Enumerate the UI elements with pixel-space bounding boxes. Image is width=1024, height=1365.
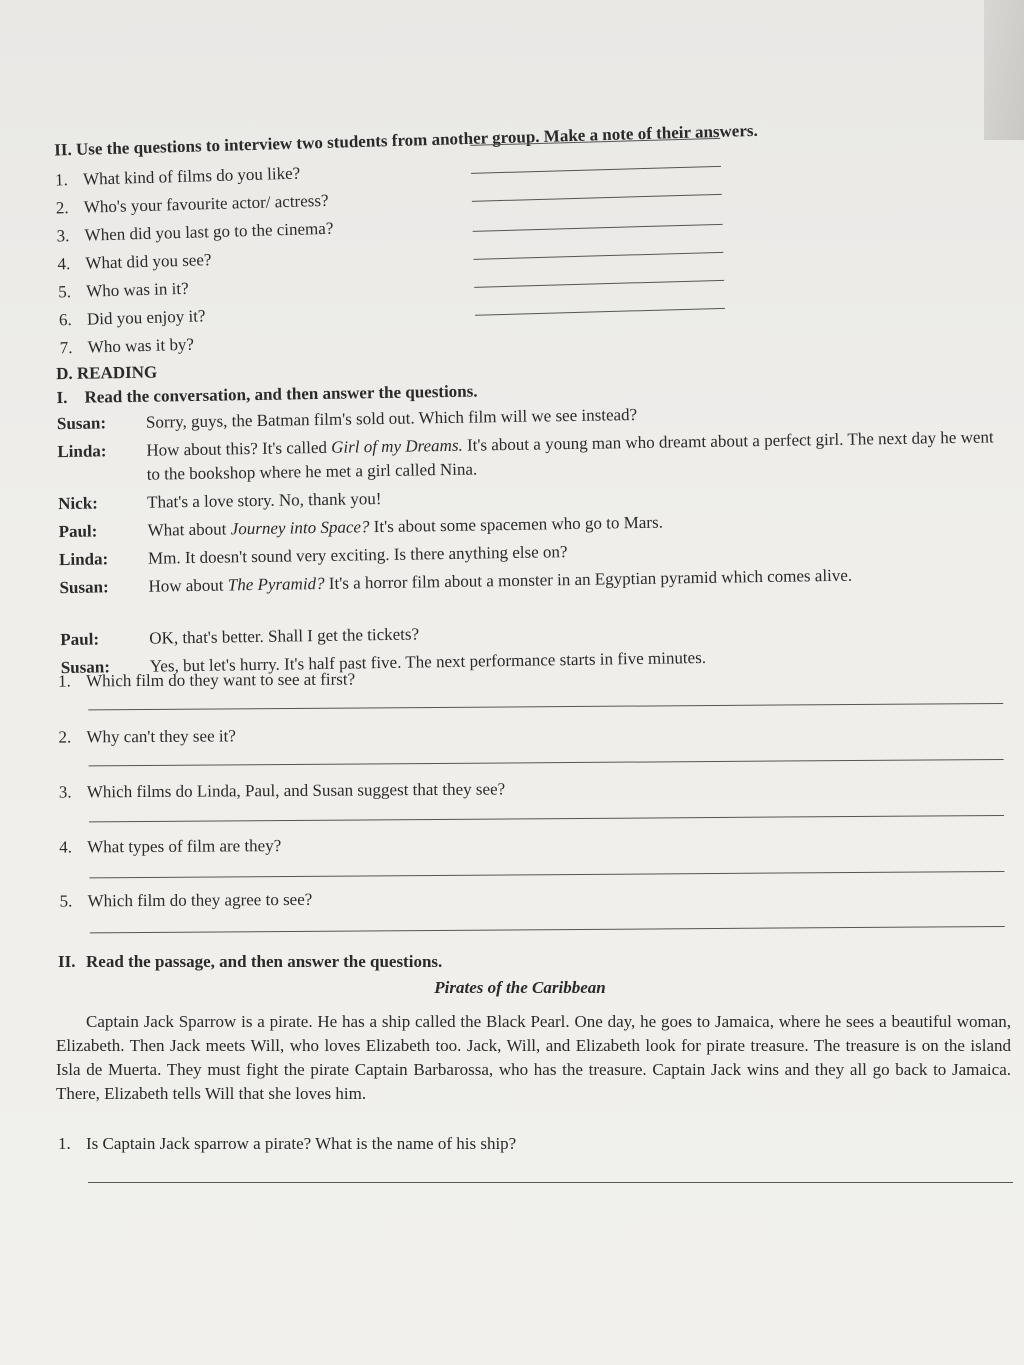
part2-heading: II. Read the passage, and then answer the questions. [58, 952, 443, 971]
speaker-label: Paul: [60, 629, 100, 650]
interview-question: 2. Who's your favourite actor/ actress? [55, 190, 329, 218]
reading-title: D. READING [55, 362, 158, 384]
interview-question: 4. What did you see? [57, 250, 212, 274]
answer-line[interactable] [89, 871, 1004, 878]
answer-blank[interactable] [472, 194, 722, 202]
speaker-label: Linda: [57, 441, 107, 462]
answer-line[interactable] [90, 926, 1005, 933]
film-title: The Pyramid? [227, 573, 325, 595]
question: 1. Which film do they want to see at first? [57, 669, 356, 691]
question: 2. Why can't they see it? [58, 726, 236, 747]
speech-text: Sorry, guys, the Batman film's sold out. Which film will we see instead? [145, 404, 638, 432]
speech-text: How about this? It's called Girl of my Dreams. It's about a young man who dreamt about a perfect girl. The next day he went to the bookshop where he met a girl called Nina. [146, 427, 994, 484]
interview-question: 7. Who was it by? [59, 334, 195, 358]
answer-blank[interactable] [473, 252, 723, 260]
paper-corner [984, 0, 1024, 140]
speaker-label: Susan: [59, 577, 109, 598]
speech-text: OK, that's better. Shall I get the tickets? [149, 624, 420, 648]
speaker-label: Nick: [58, 493, 99, 514]
speech-text: Yes, but let's hurry. It's half past five. The next performance starts in five minutes. [149, 647, 707, 676]
speech-text: How about The Pyramid? It's a horror film about a monster in an Egyptian pyramid which comes alive. [148, 565, 853, 596]
speech-text: What about Journey into Space? It's about some spacemen who go to Mars. [147, 512, 664, 540]
answer-blank[interactable] [471, 166, 721, 174]
question: 5. Which film do they agree to see? [59, 889, 313, 911]
speaker-label: Paul: [58, 521, 98, 542]
speech-text: That's a love story. No, thank you! [147, 489, 382, 512]
speaker-label: Linda: [58, 549, 109, 570]
answer-line[interactable] [89, 815, 1004, 822]
passage-title: Pirates of the Caribbean [434, 978, 606, 997]
question: 1. Is Captain Jack sparrow a pirate? What is the name of his ship? [58, 1134, 517, 1153]
reading-part1-heading: I. Read the conversation, and then answer the questions. [56, 381, 478, 408]
film-title: Girl of my Dreams. [331, 435, 463, 457]
answer-line[interactable] [89, 759, 1004, 766]
passage-text: Captain Jack Sparrow is a pirate. He has a ship called the Black Pearl. One day, he goes to Jamaica, where he sees a beautiful woman, Elizabeth. Then Jack meets Will, who loves Elizabeth too. Jack, Will, and Elizabeth look for pirate treasure. The treasure is on the island Isla de Muerta. They must fight the pirate Captain Barbarossa, who has the treasure. Captain Jack wins and they all go back to Jamaica. There, Elizabeth tells Will that she loves him. [56, 1012, 1011, 1103]
interview-question: 3. When did you last go to the cinema? [56, 218, 334, 246]
interview-question: 6. Did you enjoy it? [58, 306, 206, 330]
speaker-label: Susan: [60, 657, 111, 678]
interview-heading-num: II. [53, 140, 72, 160]
speaker-label: Susan: [56, 413, 107, 434]
speech-text: Mm. It doesn't sound very exciting. Is there anything else on? [147, 542, 568, 568]
interview-section [0, 113, 1024, 358]
interview-heading-text: Use the questions to interview two students from another group. Make a note of their answers. [75, 120, 759, 159]
answer-blank[interactable] [474, 280, 724, 288]
film-title: Journey into Space? [230, 517, 370, 539]
answer-blank[interactable] [473, 224, 723, 232]
question: 3. Which films do Linda, Paul, and Susan suggest that they see? [58, 779, 506, 802]
interview-question: 5. Who was in it? [57, 278, 189, 302]
answer-line[interactable] [88, 1182, 1013, 1183]
answer-blank[interactable] [475, 308, 725, 316]
question: 4. What types of film are they? [59, 836, 282, 857]
answer-line[interactable] [88, 703, 1003, 710]
interview-question: 1. What kind of films do you like? [54, 163, 301, 190]
